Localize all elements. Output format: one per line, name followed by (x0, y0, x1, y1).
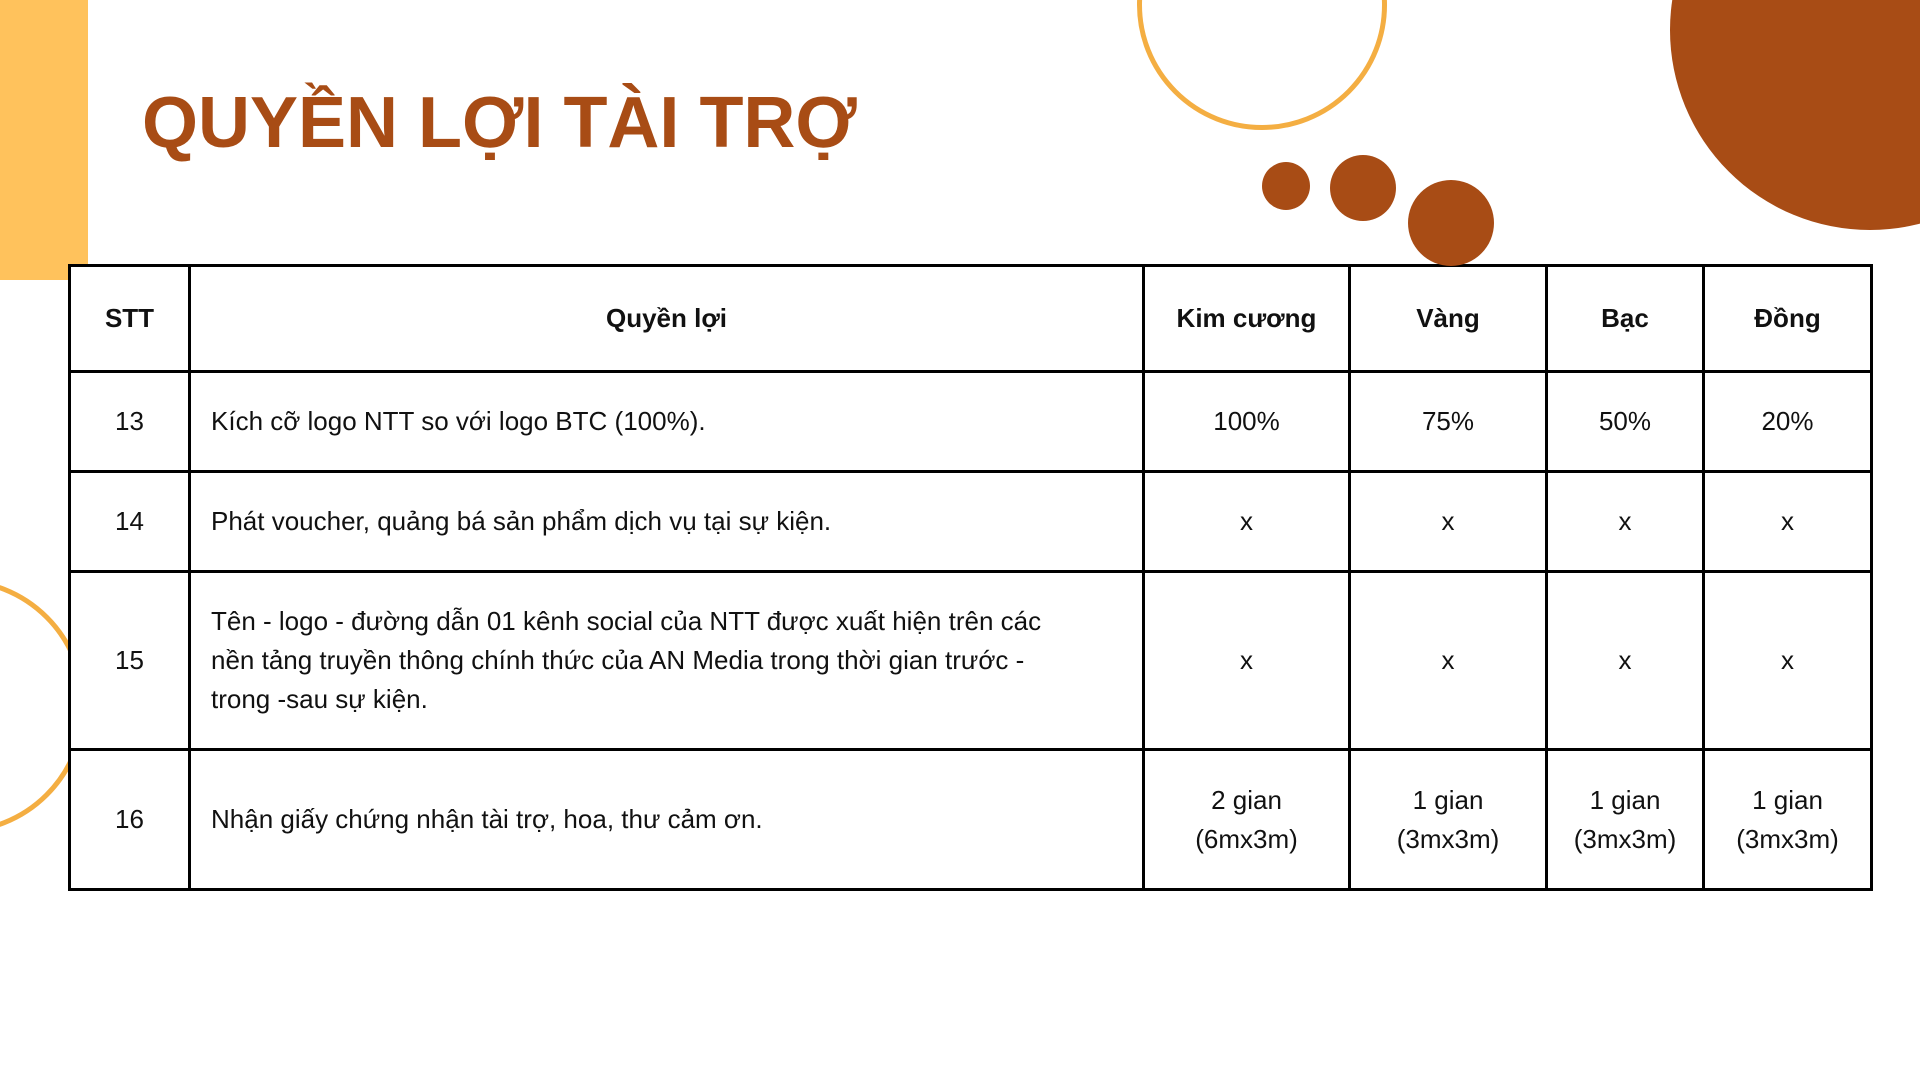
cell-gold (1350, 750, 1547, 890)
cell-silver: x (1547, 472, 1704, 572)
cell-line: (3mx3m) (1573, 823, 1677, 854)
cell-gold: x (1350, 572, 1547, 750)
cell-gold: 75% (1350, 372, 1547, 472)
cell-line: (6mx3m) (1195, 823, 1298, 854)
cell-bronze: x (1704, 572, 1872, 750)
cell-line: 1 gian (1752, 784, 1823, 815)
decorative-big-circle (1670, 0, 1920, 230)
cell-line: 1 gian (1589, 784, 1661, 815)
table-row (70, 372, 1872, 472)
cell-benefit: Kích cỡ logo NTT so với logo BTC (100%). (190, 372, 1144, 472)
header-gold: Vàng (1350, 266, 1547, 372)
header-silver: Bạc (1547, 266, 1704, 372)
decorative-left-bar (0, 0, 88, 280)
cell-benefit-line: trong -sau sự kiện. (211, 684, 428, 714)
header-bronze: Đồng (1704, 266, 1872, 372)
cell-silver (1547, 750, 1704, 890)
cell-benefit: Phát voucher, quảng bá sản phẩm dịch vụ tại sự kiện. (190, 472, 1144, 572)
cell-benefit (190, 572, 1144, 750)
cell-diamond: x (1144, 472, 1350, 572)
cell-bronze: x (1704, 472, 1872, 572)
cell-line: 2 gian (1211, 784, 1282, 815)
cell-stt: 13 (70, 372, 190, 472)
header-benefit: Quyền lợi (190, 266, 1144, 372)
decorative-dot-large (1408, 180, 1494, 266)
cell-stt: 16 (70, 750, 190, 890)
header-diamond: Kim cương (1144, 266, 1350, 372)
header-stt: STT (70, 266, 190, 372)
cell-line: (3mx3m) (1396, 823, 1500, 854)
cell-benefit-line: Tên - logo - đường dẫn 01 kênh social của NTT được xuất hiện trên các (211, 606, 1042, 636)
decorative-dot-small (1262, 162, 1310, 210)
cell-stt: 15 (70, 572, 190, 750)
cell-bronze: 20% (1704, 372, 1872, 472)
cell-silver: x (1547, 572, 1704, 750)
cell-silver: 50% (1547, 372, 1704, 472)
decorative-dot-medium (1330, 155, 1396, 221)
table-row (70, 472, 1872, 572)
cell-diamond: x (1144, 572, 1350, 750)
cell-gold: x (1350, 472, 1547, 572)
table-header-row (70, 266, 1872, 372)
table-row (70, 572, 1872, 750)
cell-line: (3mx3m) (1736, 823, 1839, 854)
cell-benefit-line: nền tảng truyền thông chính thức của AN Media trong thời gian trước - (211, 645, 1025, 675)
table-row (70, 750, 1872, 890)
cell-line: 1 gian (1412, 784, 1484, 815)
cell-bronze (1704, 750, 1872, 890)
cell-diamond (1144, 750, 1350, 890)
decorative-ring-top (1137, 0, 1387, 130)
cell-stt: 14 (70, 472, 190, 572)
sponsorship-benefits-table (68, 264, 1873, 891)
cell-diamond: 100% (1144, 372, 1350, 472)
cell-benefit: Nhận giấy chứng nhận tài trợ, hoa, thư cảm ơn. (190, 750, 1144, 890)
page-title: QUYỀN LỢI TÀI TRỢ (142, 83, 857, 163)
